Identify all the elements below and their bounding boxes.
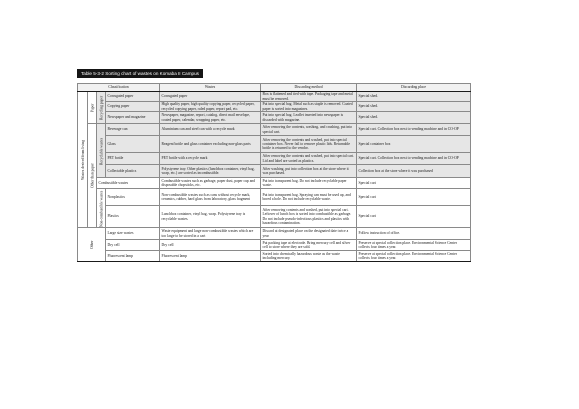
- row-method: Put into special bag. Metal such as staple is removed. Coated paper is sorted into magazines.: [261, 102, 357, 112]
- row-name: Fluorescent lamp: [106, 251, 160, 262]
- header-wastes: Wastes: [160, 84, 261, 92]
- row-method: Put into special bag. Leaflet inserted into newspaper is discarded with magazine.: [261, 112, 357, 124]
- row-method: Box is flattened and tied with tape. Packaging tape and metal must be removed.: [261, 92, 357, 102]
- header-classification: Classification: [78, 84, 160, 92]
- row-wastes: Corrugated paper: [160, 92, 261, 102]
- group-other-than-paper: Other than paper: [88, 124, 97, 228]
- table-row: [78, 112, 471, 124]
- header-row: [78, 84, 471, 92]
- row-method: After washing, put into collection box at the store where it was purchased.: [261, 165, 357, 178]
- row-wastes: PET bottle with a recycle mark: [160, 153, 261, 165]
- row-name: Copying paper: [106, 102, 160, 112]
- table-row: [78, 92, 471, 102]
- row-name: Corrugated paper: [106, 92, 160, 102]
- row-method: After removing the contents and washed, put into special cart. Lid and label are sorted as plastics.: [261, 153, 357, 165]
- row-wastes: Non-combustible wastes such as cans without recycle mark, ceramics, rubber, hard glass from laboratory, glass fragment: [160, 189, 261, 206]
- table-row: [78, 228, 471, 240]
- row-wastes: Reagent bottle and glass container excluding non-glass parts: [160, 136, 261, 153]
- group-recyclable-wastes: Recyclable wastes: [97, 124, 106, 178]
- group-non-combustible: Non-combustible wastes: [97, 189, 106, 228]
- row-method: After removing the contents and washed, put into special container box. Never fail to remove plastic lids. Returnable bottle is returned to the vendor.: [261, 136, 357, 153]
- row-method: Put into transparent bag. Do not include recyclable paper waste.: [261, 178, 357, 189]
- row-place: Collection box at the store where it was purchased: [357, 165, 471, 178]
- table-row: [78, 189, 471, 206]
- row-name: Collectable plastics: [106, 165, 160, 178]
- row-place: Preserve at special collection place. Environmental Science Center collects four times a year.: [357, 240, 471, 251]
- row-place: Preserve at special collection place. Environmental Science Center collects four times a year.: [357, 251, 471, 262]
- row-method: After removing contents and washed, put into special cart. Leftover of lunch box is sorted into combustible as garbage. Do not include pseudo-infectious plastics and plastics with hazardous contamination.: [261, 206, 357, 228]
- group-recycling-paper: Recycling paper: [97, 92, 106, 124]
- table-row: [78, 136, 471, 153]
- row-name: Newspaper and magazine: [106, 112, 160, 124]
- header-method: Discarding method: [261, 84, 357, 92]
- row-method: After removing the contents, washing, and crushing, put into special cart.: [261, 124, 357, 136]
- row-wastes: Polystyrene tray. Other plastics (lunchbox container, vinyl bag, wrap, etc.) are sorted as incombustible.: [160, 165, 261, 178]
- row-method: Put into transparent bag. Spraying can must be used up, and bored a hole. Do not include recyclable waste.: [261, 189, 357, 206]
- row-name: Dry cell: [106, 240, 160, 251]
- row-place: Special shed.: [357, 112, 471, 124]
- table-row: [78, 251, 471, 262]
- sorting-chart-table: [77, 83, 471, 262]
- row-name: Nonplastics: [106, 189, 160, 206]
- row-wastes: Waste equipment and large non-combustible wastes which are too large to be stored in a cart: [160, 228, 261, 240]
- row-place: Follow instruction of office.: [357, 228, 471, 240]
- group-wastes-derived: Wastes derived from living: [78, 92, 88, 228]
- row-wastes: High quality paper, high quality copying paper, recycled paper, recycled copying paper, ruled paper, report pad, etc.: [160, 102, 261, 112]
- row-method: Put packing tape at electrode. Bring mercury cell and silver cell to store where they are sold.: [261, 240, 357, 251]
- table-row: [78, 153, 471, 165]
- row-method: Sorted into chemically hazardous waste as the waste including mercury.: [261, 251, 357, 262]
- row-name: Combustible wastes: [97, 178, 160, 189]
- row-place: Special cart: [357, 206, 471, 228]
- group-other: Other: [78, 228, 106, 262]
- table-row: [78, 178, 471, 189]
- row-name: PET bottle: [106, 153, 160, 165]
- row-wastes: Newspaper, magazine, report, catalog, direct mail envelope, coated paper, calendar, wrapping paper, etc.: [160, 112, 261, 124]
- row-place: Special cart. Collection box next to vending machine and in CO-OP: [357, 124, 471, 136]
- row-method: Discard at designated place on the designated date twice a year: [261, 228, 357, 240]
- header-place: Discarding place: [357, 84, 471, 92]
- row-place: Special cart: [357, 178, 471, 189]
- table-row: [78, 124, 471, 136]
- row-name: Large size wastes: [106, 228, 160, 240]
- table-row: [78, 240, 471, 251]
- row-wastes: Lunchbox container, vinyl bag, wrap. Polystyrene tray is recyclable wastes.: [160, 206, 261, 228]
- table-row: [78, 102, 471, 112]
- group-paper: Paper: [88, 92, 97, 124]
- table-title: Table 5-3-2 Sorting chart of wastes on Komaba II Campus: [77, 69, 203, 78]
- row-name: Plastics: [106, 206, 160, 228]
- row-wastes: Combustible wastes such as garbage, paper dust, paper cup and disposable chopsticks, etc.: [160, 178, 261, 189]
- row-name: Glass: [106, 136, 160, 153]
- row-place: Special cart: [357, 189, 471, 206]
- table-row: [78, 206, 471, 228]
- row-wastes: Dry cell: [160, 240, 261, 251]
- table-row: [78, 165, 471, 178]
- row-name: Beverage can: [106, 124, 160, 136]
- row-place: Special container box: [357, 136, 471, 153]
- row-place: Special shed.: [357, 102, 471, 112]
- row-wastes: Fluorescent lamp: [160, 251, 261, 262]
- row-place: Special cart. Collection box next to vending machine and in CO-OP: [357, 153, 471, 165]
- row-wastes: Aluminium can and steel can with a recycle mark: [160, 124, 261, 136]
- row-place: Special shed.: [357, 92, 471, 102]
